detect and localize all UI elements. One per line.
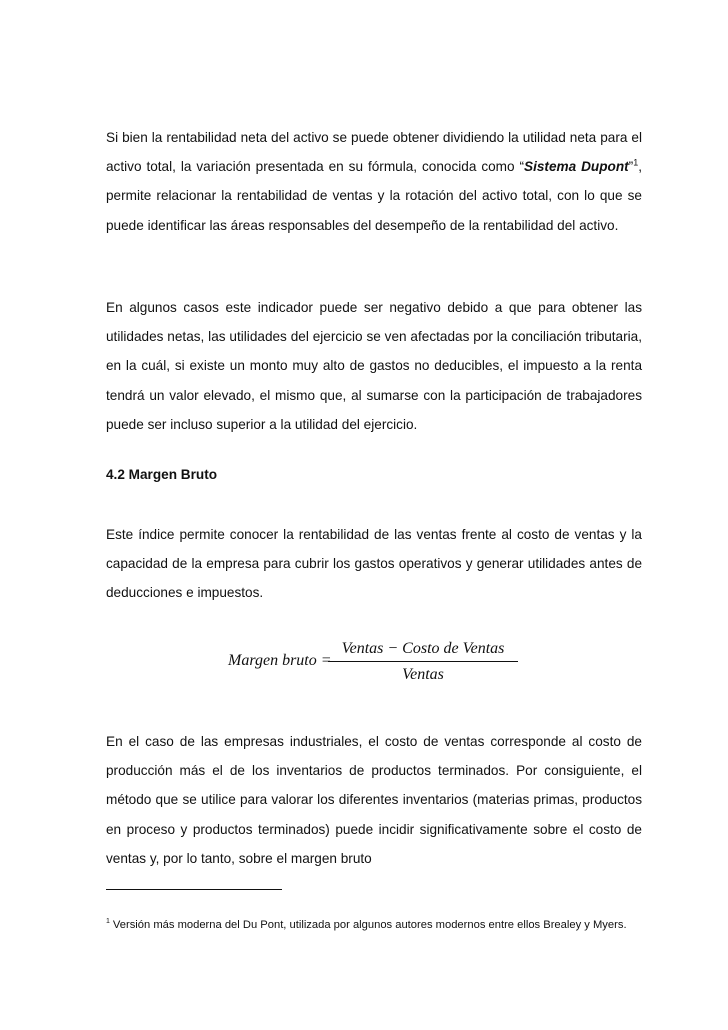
footnote xyxy=(106,918,642,933)
close-quote: ” xyxy=(628,159,634,175)
emphasis-sistema-dupont: Sistema Dupont xyxy=(524,159,629,175)
paragraph-negative-indicator: En algunos casos este indicador puede ser negativo debido a que para obtener las utilidades netas, las utilidades del ejercicio se ven afectadas por la conciliación tributaria, en la cuál, si existe un monto muy alto de gastos no deducibles, el impuesto a la renta tendrá un valor elevado, el mismo que, al sumarse con la participación de trabajadores puede ser incluso superior a la utilidad del ejercicio. xyxy=(106,300,642,432)
footnote-text: Versión más moderna del Du Pont, utilizada por algunos autores modernos entre ellos Brealey y Myers. xyxy=(112,919,627,931)
formula-fraction xyxy=(328,638,518,686)
paragraph-dupont xyxy=(106,123,642,240)
fraction-bar xyxy=(328,661,518,662)
formula-numerator: Ventas − Costo de Ventas xyxy=(341,640,505,657)
paragraph-dupont-rest: , permite relacionar la rentabilidad de ventas y la rotación del activo total, con lo que se puede identificar las áreas responsables del desempeño de la rentabilidad del activo. xyxy=(106,159,642,233)
paragraph-index-description: Este índice permite conocer la rentabilidad de las ventas frente al costo de ventas y la capacidad de la empresa para cubrir los gastos operativos y generar utilidades antes de deducciones e impuestos. xyxy=(106,527,642,601)
section-heading: 4.2 Margen Bruto xyxy=(106,467,218,482)
formula-lhs: Margen bruto = xyxy=(228,652,332,669)
footnote-reference[interactable]: 1 xyxy=(633,157,639,168)
footnote-marker: 1 xyxy=(106,918,110,926)
paragraph-industrial-companies: En el caso de las empresas industriales, el costo de ventas corresponde al costo de producción más el de los inventarios de productos terminados. Por consiguiente, el método que se utilice para valorar los diferentes inventarios (materias primas, productos en proceso y productos terminados) puede incidir significativamente sobre el costo de ventas y, por lo tanto, sobre el margen bruto xyxy=(106,734,642,866)
footnote-separator xyxy=(106,889,282,890)
margin-formula xyxy=(106,638,642,698)
paragraph-dupont-intro: Si bien la rentabilidad neta del activo se puede obtener dividiendo la utilidad neta para el activo total, la variación presentada en su fórmula, conocida como xyxy=(106,130,642,175)
open-quote: “ xyxy=(519,159,525,175)
formula-denominator: Ventas xyxy=(402,666,444,683)
